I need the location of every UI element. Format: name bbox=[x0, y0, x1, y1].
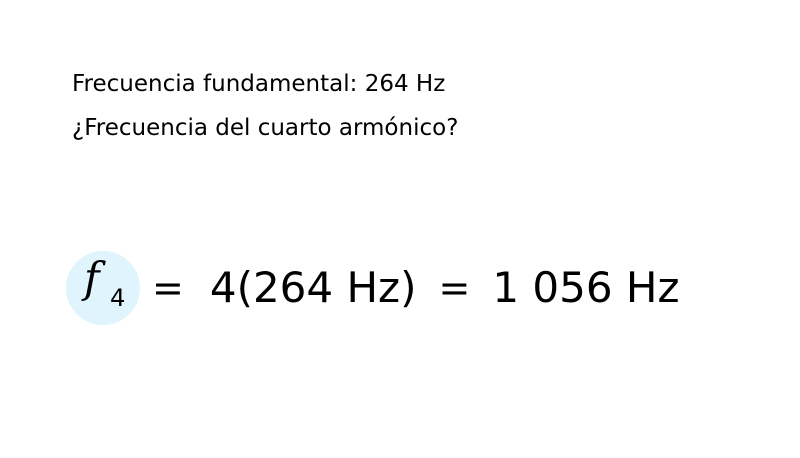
equals-sign: = bbox=[152, 265, 184, 310]
variable-subscript: 4 bbox=[110, 283, 126, 312]
question-fourth-harmonic: ¿Frecuencia del cuarto armónico? bbox=[72, 115, 459, 141]
harmonic-equation bbox=[66, 250, 680, 325]
variable-f: f bbox=[84, 252, 100, 302]
equals-sign-result: = bbox=[438, 265, 471, 310]
given-fundamental-frequency: Frecuencia fundamental: 264 Hz bbox=[72, 71, 446, 97]
result-value: 1 056 Hz bbox=[492, 263, 680, 312]
multiplication-expression: 4(264 Hz) bbox=[209, 263, 417, 312]
variable-highlight-circle bbox=[66, 251, 140, 325]
